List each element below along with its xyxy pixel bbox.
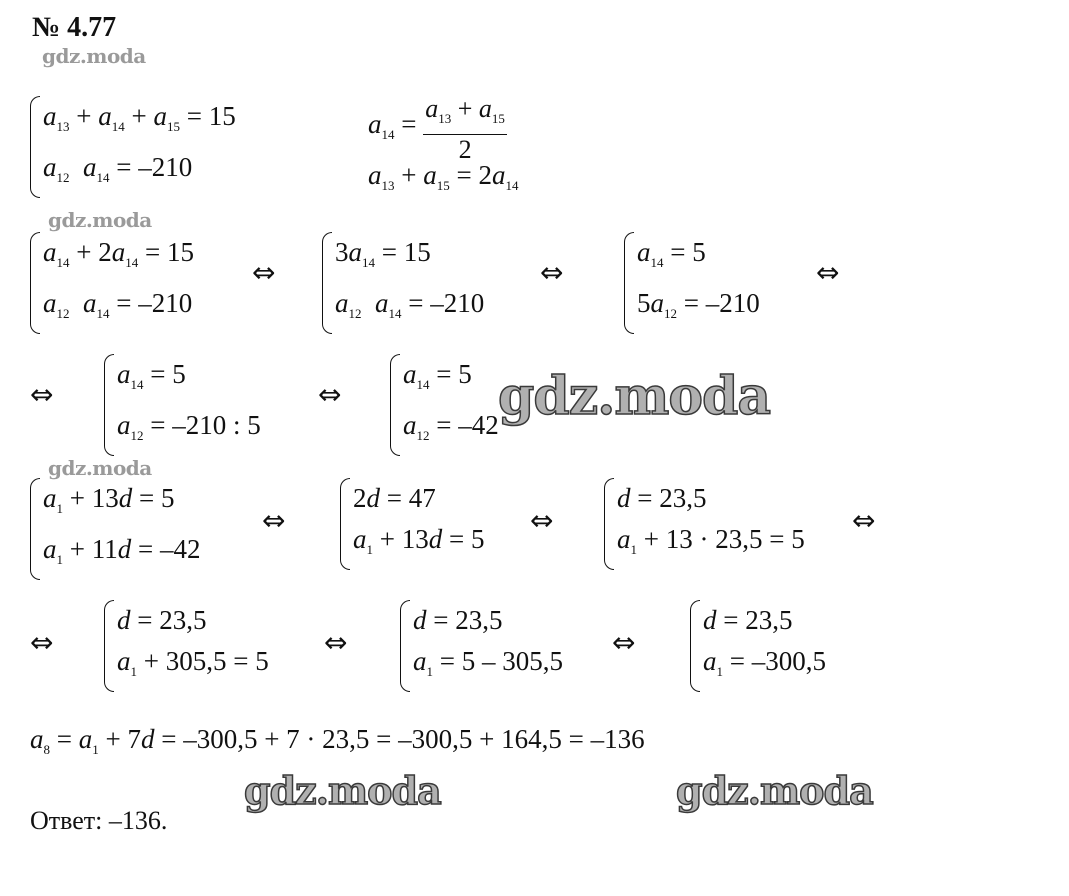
system-step-11: d = 23,5 $a_1 = -300,5$	[690, 600, 826, 692]
equivalence-icon: ⇔	[852, 504, 876, 537]
equivalence-icon: ⇔	[252, 256, 276, 289]
sum-property: $a_{13} + a_{15} = 2a_{14}$	[368, 160, 519, 193]
equivalence-icon: ⇔	[530, 504, 554, 537]
watermark: gdz.moda	[676, 768, 873, 813]
system-step-10: d = 23,5 $a_1 = 5 - 305,5$	[400, 600, 563, 692]
equivalence-icon: ⇔	[262, 504, 286, 537]
brace-icon	[322, 232, 332, 334]
equivalence-icon: ⇔	[30, 626, 54, 659]
watermark: gdz.moda	[42, 44, 146, 68]
system-step-5: $a_{14} = 5$ $a_{12} = -42$	[390, 354, 499, 456]
brace-icon	[604, 478, 614, 570]
brace-icon	[390, 354, 400, 456]
brace-icon	[104, 354, 114, 456]
equivalence-icon: ⇔	[612, 626, 636, 659]
brace-icon	[30, 232, 40, 334]
equivalence-icon: ⇔	[30, 378, 54, 411]
problem-number: № 4.77	[32, 12, 117, 43]
equivalence-icon: ⇔	[318, 378, 342, 411]
brace-icon	[30, 478, 40, 580]
system-step-8: d = 23,5 $a_1 + 13 \cdot 23,5 = 5$	[604, 478, 805, 570]
watermark: gdz.moda	[48, 208, 152, 232]
brace-icon	[624, 232, 634, 334]
brace-icon	[104, 600, 114, 692]
system-step-7: 2d = 47 $a_1 + 13d = 5$	[340, 478, 484, 570]
equivalence-icon: ⇔	[324, 626, 348, 659]
brace-icon	[690, 600, 700, 692]
system-step-4: $a_{14} = 5$ $a_{12} = -210$ : 5	[104, 354, 261, 456]
system-step-9: d = 23,5 $a_1 + 305,5 = 5$	[104, 600, 269, 692]
answer: Ответ: –136.	[30, 806, 168, 835]
brace-icon	[340, 478, 350, 570]
system-initial: $a_{13} + a_{14} + a_{15} = 15$ $a_{12}$ $a_{14} = -210$	[30, 96, 236, 198]
equivalence-icon: ⇔	[540, 256, 564, 289]
system-step-3: $a_{14} = 5$ $5a_{12} = -210$	[624, 232, 760, 334]
watermark: gdz.moda	[244, 768, 441, 813]
system-step-2: $3a_{14} = 15$ $a_{12}$ $a_{14} = -210$	[322, 232, 484, 334]
equivalence-icon: ⇔	[816, 256, 840, 289]
brace-icon	[400, 600, 410, 692]
watermark: gdz.moda	[498, 366, 771, 427]
system-step-1: $a_{14} + 2a_{14} = 15$ $a_{12}$ $a_{14} = -210$	[30, 232, 194, 334]
mean-property: $a_{14}$ = $\frac{a_{13} + a_{15}}{2}$	[368, 94, 505, 164]
final-computation: $a_8 = a_1 + 7d = -300,5 + 7 \cdot 23,5 = -300,5 + 164,5 = -136$	[30, 724, 645, 757]
brace-icon	[30, 96, 40, 198]
watermark: gdz.moda	[48, 456, 152, 480]
system-step-6: $a_1 + 13d = 5$ $a_1 + 11d = -42$	[30, 478, 200, 580]
